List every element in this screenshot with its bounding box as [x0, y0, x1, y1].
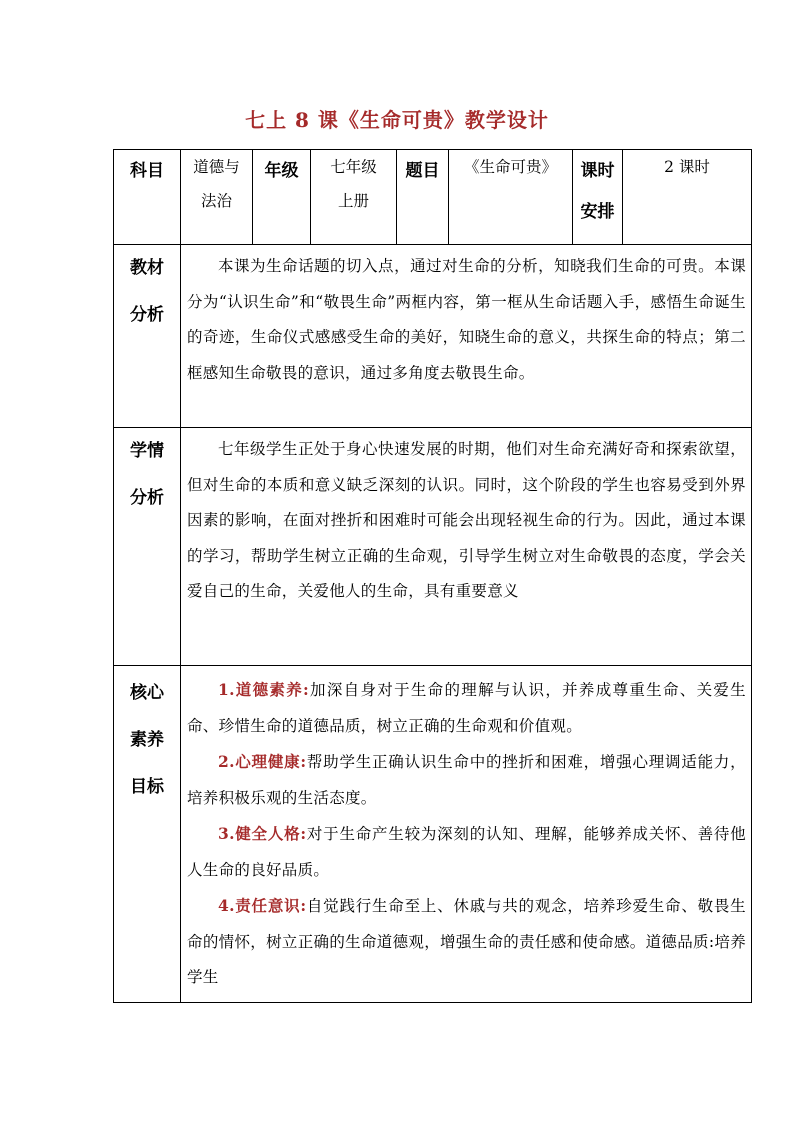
goal-item	[187, 888, 746, 996]
topic-label-cell	[397, 150, 449, 245]
goal-text: 自觉践行生命至上、休戚与共的观念，培养珍爱生命、敬畏生命的情怀，树立正确的生命道德观，增强生命的责任感和使命感。道德品质:培养学生	[187, 897, 746, 986]
goals-label-cell	[114, 666, 181, 1003]
goals-label-line3: 目标	[130, 777, 164, 797]
grade-value-cell	[311, 150, 397, 245]
header-row	[114, 150, 752, 245]
hours-label-cell	[573, 150, 623, 245]
grade-value-line1: 七年级	[330, 158, 377, 176]
material-analysis-text-cell	[181, 245, 752, 428]
goals-label-line2: 素养	[130, 730, 164, 750]
grade-label: 年级	[264, 161, 299, 181]
goal-item	[187, 672, 746, 744]
subject-value-line1: 道德与	[193, 158, 240, 176]
topic-label: 题目	[405, 161, 440, 181]
goal-keyword: 2.心理健康:	[218, 752, 307, 771]
topic-value-cell	[449, 150, 573, 245]
students-label-line1: 学情	[130, 441, 164, 461]
subject-value-line2: 法治	[200, 192, 232, 210]
core-goals-row	[114, 666, 752, 1003]
grade-value-line2: 上册	[337, 192, 369, 210]
material-label-line1: 教材	[130, 258, 164, 278]
goals-label-line1: 核心	[130, 683, 164, 703]
material-label-cell	[114, 245, 181, 428]
goal-keyword: 3.健全人格:	[218, 824, 307, 843]
document-title: 七上 8 课《生命可贵》教学设计	[245, 108, 549, 132]
hours-value-cell	[623, 150, 752, 245]
subject-label-cell	[114, 150, 181, 245]
goal-keyword: 4.责任意识:	[218, 896, 307, 915]
material-analysis-text: 本课为生命话题的切入点，通过对生命的分析，知晓我们生命的可贵。本课分为“认识生命”和“敬畏生命”两框内容，第一框从生命话题入手，感悟生命诞生的奇迹，生命仪式感感受生命的美好，知晓生命的意义，共探生命的特点；第二框感知生命敬畏的意识，通过多角度去敬畏生命。	[187, 257, 746, 382]
subject-label: 科目	[130, 161, 164, 181]
hours-value: 2 课时	[664, 158, 710, 176]
goal-keyword: 1.道德素养:	[218, 680, 310, 699]
student-analysis-row	[114, 428, 752, 666]
material-label-line2: 分析	[130, 305, 164, 325]
goal-item	[187, 744, 746, 816]
student-analysis-text: 七年级学生正处于身心快速发展的时期，他们对生命充满好奇和探索欲望，但对生命的本质和意义缺乏深刻的认识。同时，这个阶段的学生也容易受到外界因素的影响，在面对挫折和困难时可能会出现轻视生命的行为。因此，通过本课的学习，帮助学生树立正确的生命观，引导学生树立对生命敬畏的态度，学会关爱自己的生命，关爱他人的生命，具有重要意义	[187, 440, 746, 600]
students-label-line2: 分析	[130, 488, 164, 508]
goal-text: 帮助学生正确认识生命中的挫折和困难，增强心理调适能力，培养积极乐观的生活态度。	[187, 753, 746, 807]
grade-label-cell	[253, 150, 311, 245]
student-analysis-text-cell	[181, 428, 752, 666]
core-goals-text-cell	[181, 666, 752, 1003]
topic-value: 《生命可贵》	[463, 158, 557, 176]
goal-text: 对于生命产生较为深刻的认知、理解，能够养成关怀、善待他人生命的良好品质。	[187, 825, 746, 879]
hours-label-line2: 安排	[580, 202, 615, 222]
goal-text: 加深自身对于生命的理解与认识，并养成尊重生命、关爱生命、珍惜生命的道德品质，树立正确的生命观和价值观。	[187, 681, 746, 735]
hours-label-line1: 课时	[580, 161, 615, 181]
subject-value-cell	[181, 150, 253, 245]
students-label-cell	[114, 428, 181, 666]
goal-item	[187, 816, 746, 888]
material-analysis-row	[114, 245, 752, 428]
lesson-plan-table	[113, 149, 752, 1003]
